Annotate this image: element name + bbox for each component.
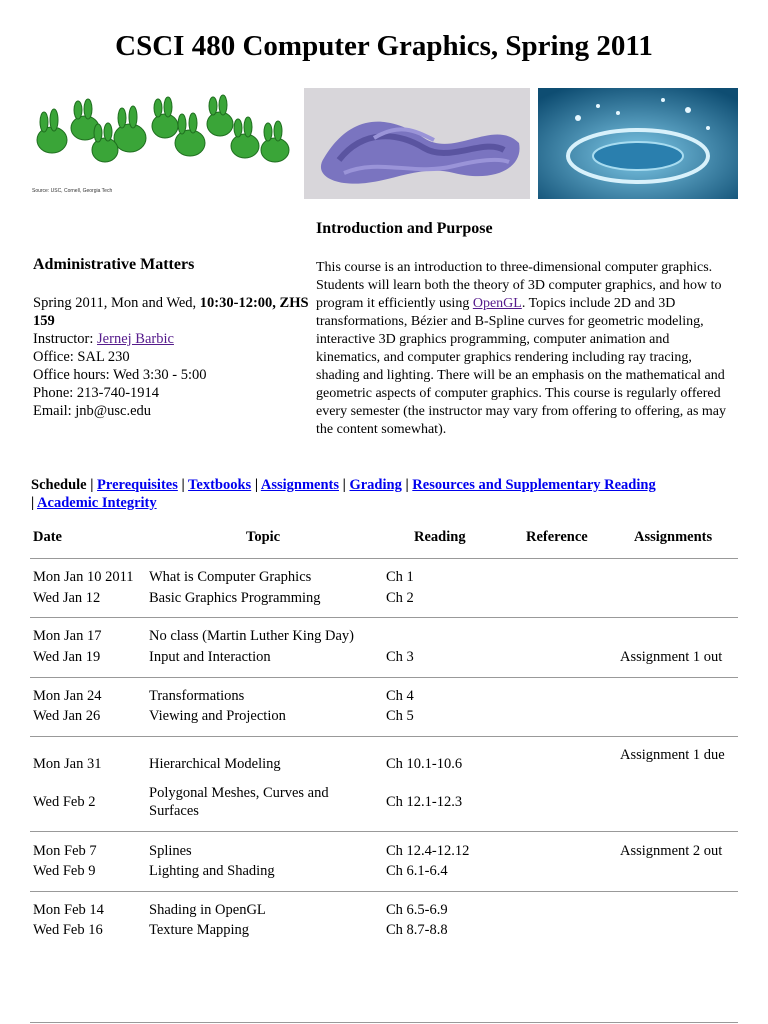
row-reading: Ch 10.1-10.6: [386, 756, 463, 772]
row-date: Wed Feb 2: [33, 794, 96, 810]
nav-link-assignments[interactable]: Assignments: [260, 477, 339, 493]
row-reading: Ch 12.4-12.12: [386, 843, 470, 859]
intro-heading: Introduction and Purpose: [316, 220, 493, 237]
class-time-label: Spring 2011, Mon and Wed,: [33, 295, 200, 311]
row-topic: Lighting and Shading: [149, 863, 275, 879]
row-topic: Texture Mapping: [149, 922, 250, 938]
row-date: Mon Jan 17: [33, 628, 102, 644]
row-topic: Input and Interaction: [149, 649, 271, 665]
office: Office: SAL 230: [33, 349, 130, 365]
row-date: Wed Jan 19: [33, 649, 101, 665]
row-reading: Ch 6.5-6.9: [386, 902, 448, 918]
admin-heading: Administrative Matters: [33, 256, 195, 273]
class-time-location: 10:30-12:00, ZHS 159: [33, 295, 309, 329]
row-assignment: Assignment 1 out: [620, 649, 723, 665]
row-assignment: Assignment 1 due: [620, 747, 725, 763]
row-reading: Ch 12.1-12.3: [386, 794, 463, 810]
nav-link-textbooks[interactable]: Textbooks: [188, 477, 252, 493]
nav-link-resources[interactable]: Resources and Supplementary Reading: [412, 477, 656, 493]
instructor-label: Instructor:: [33, 331, 98, 347]
row-date: Wed Feb 16: [33, 922, 103, 938]
row-reading: Ch 3: [386, 649, 414, 665]
instructor-line: [33, 330, 315, 348]
row-reading: Ch 2: [386, 590, 414, 606]
row-topic: Viewing and Projection: [149, 708, 286, 724]
water-splash-image: [538, 88, 738, 199]
admin-info: [33, 294, 315, 420]
schedule-header: [0, 529, 768, 549]
divider: [30, 677, 738, 678]
row-date: Mon Feb 14: [33, 902, 104, 918]
row-topic: Transformations: [149, 688, 245, 704]
header-date: Date: [33, 529, 62, 545]
row-reading: Ch 8.7-8.8: [386, 922, 448, 938]
row-reading: Ch 1: [386, 569, 414, 585]
row-date: Wed Jan 26: [33, 708, 101, 724]
header-reference: Reference: [526, 529, 588, 545]
divider: [30, 1022, 738, 1023]
row-date: Wed Jan 12: [33, 590, 101, 606]
section-nav: Schedule | Prerequisites | Textbooks | Assignments | Grading | Resources and Supplementary Reading | Academic Integrity: [31, 477, 656, 511]
row-date: Wed Feb 9: [33, 863, 96, 879]
intro-text-part: . Topics include 2D and 3D transformations, Bézier and B-Spline curves for geometric modeling, interactive 3D graphics programming, computer animation and kinematics, and computer graphics rendering including ray tracing, shading and lighting. There will be an emphasis on the mathematical and geometric aspects of computer graphics. This course is regularly offered every semester (the instructor may vary from offering to offering, as may the content somewhat).: [316, 296, 727, 437]
phone: Phone: 213-740-1914: [33, 385, 160, 401]
row-reading: Ch 6.1-6.4: [386, 863, 448, 879]
header-topic: Topic: [246, 529, 281, 545]
nav-link-academic-integrity[interactable]: Academic Integrity: [37, 495, 157, 511]
row-topic: Splines: [149, 843, 192, 859]
row-topic: No class (Martin Luther King Day): [149, 628, 354, 644]
divider: [30, 617, 738, 618]
office-hours: Office hours: Wed 3:30 - 5:00: [33, 367, 207, 383]
header-assignments: Assignments: [634, 529, 713, 545]
row-date: Mon Jan 10 2011: [33, 569, 134, 585]
row-reading: Ch 4: [386, 688, 414, 704]
header-reading: Reading: [414, 529, 466, 545]
nav-link-prerequisites[interactable]: Prerequisites: [97, 477, 178, 493]
row-assignment: Assignment 2 out: [620, 843, 723, 859]
divider: [30, 558, 738, 559]
row-reading: Ch 5: [386, 708, 414, 724]
row-topic: Polygonal Meshes, Curves and Surfaces: [149, 785, 329, 819]
page-title: CSCI 480 Computer Graphics, Spring 2011: [115, 30, 653, 62]
divider: [30, 831, 738, 832]
row-topic: Basic Graphics Programming: [149, 590, 321, 606]
class-time: [33, 294, 315, 330]
nav-link-grading[interactable]: Grading: [349, 477, 402, 493]
nav-current-schedule: Schedule: [31, 477, 87, 493]
row-topic: Hierarchical Modeling: [149, 756, 281, 772]
row-date: Mon Feb 7: [33, 843, 97, 859]
instructor-link[interactable]: Jernej Barbic: [97, 331, 174, 347]
opengl-link[interactable]: OpenGL: [472, 296, 522, 311]
intro-text-part: This course is an introduction to three-dimensional computer graphics. Students will learn both the theory of 3D computer graphics, and how to program it efficiently using: [316, 260, 722, 311]
divider: [30, 736, 738, 737]
knitted-scarf-image: [304, 88, 530, 199]
row-date: Mon Jan 31: [33, 756, 102, 772]
intro-paragraph: [316, 259, 736, 439]
row-date: Mon Jan 24: [33, 688, 102, 704]
row-topic: Shading in OpenGL: [149, 902, 266, 918]
bunnies-image: [30, 88, 296, 198]
divider: [30, 891, 738, 892]
email: Email: jnb@usc.edu: [33, 403, 152, 419]
image-source-note: Source: USC, Cornell, Georgia Tech: [32, 188, 113, 194]
row-topic: What is Computer Graphics: [149, 569, 312, 585]
